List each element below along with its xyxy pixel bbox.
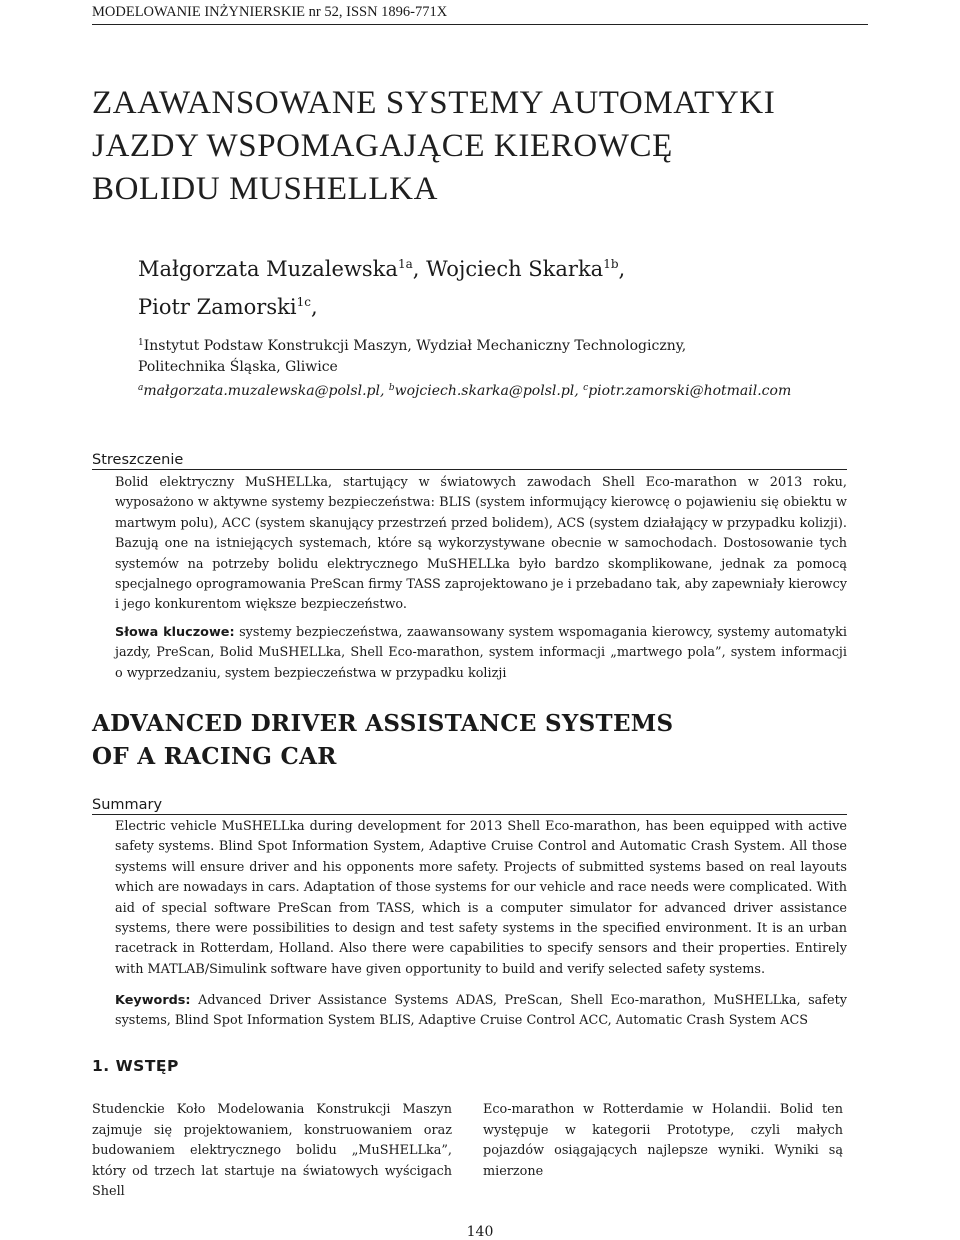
author-name: Małgorzata Muzalewska: [138, 257, 398, 281]
author-sup: 1b: [603, 257, 619, 271]
affiliation: [138, 333, 878, 402]
email-sup: b: [388, 383, 395, 393]
abstract-pl-heading-text: Streszczenie: [92, 452, 184, 468]
keywords-en-label: Keywords:: [115, 993, 191, 1008]
keywords-pl-label: Słowa kluczowe:: [115, 625, 235, 640]
author-name: Wojciech Skarka: [426, 257, 604, 281]
title-line-3: BOLIDU MUSHELLKA: [92, 171, 438, 207]
journal-header: [92, 2, 868, 25]
keywords-pl: [115, 623, 847, 684]
affiliation-line-2: Politechnika Śląska, Gliwice: [138, 359, 338, 375]
keywords-en: [115, 991, 847, 1032]
english-title: [92, 707, 892, 773]
body-column-left: Studenckie Koło Modelowania Konstrukcji Maszyn zajmuje się projektowaniem, konstruowaniem oraz budowaniem elektrycznego bolidu „MuSHELLka”, który od trzech lat startuje na światowych wyścigach Shell: [92, 1102, 452, 1200]
abstract-pl-text: Bolid elektryczny MuSHELLka, startujący w światowych zawodach Shell Eco-marathon w 2013 roku, wyposażono w aktywne systemy bezpieczeństwa: BLIS (system informujący kierowcę o pojawieniu się obiektu w martwym polu), ACC (system skanujący przestrzeń przed bolidem), ACS (system działający w przypadku kolizji). Bazują one na istniejących systemach, które są wykorzystywane obecnie w samochodach. Dostosowanie tych systemów na potrzeby bolidu elektrycznego MuSHELLka było bardzo skomplikowane, jednak za pomocą specjalnego oprogramowania PreScan firmy TASS zaprojektowano je i przebadano tak, aby zapewniały kierowcy i jego konkurentom większe bezpieczeństwo.: [115, 475, 847, 613]
journal-name: MODELOWANIE INŻYNIERSKIE nr 52, ISSN 1896-771X: [92, 4, 448, 20]
title-line-2: JAZDY WSPOMAGAJĄCE KIEROWCĘ: [92, 128, 673, 164]
body-column-right: Eco-marathon w Rotterdamie w Holandii. Bolid ten występuje w kategorii Prototype, czyli małych pojazdów osiągających najlepsze wyniki. Wyniki są mierzone: [483, 1102, 843, 1179]
email-a: małgorzata.muzalewska@polsl.pl,: [143, 383, 385, 399]
summary-heading-text: Summary: [92, 797, 163, 813]
email-sup: a: [138, 383, 144, 393]
email-c: piotr.zamorski@hotmail.com: [588, 383, 792, 399]
page-number: 140: [466, 1224, 494, 1240]
keywords-en-text: Advanced Driver Assistance Systems ADAS, PreScan, Shell Eco-marathon, MuSHELLka, safety systems, Blind Spot Information System BLIS, Adaptive Cruise Control ACC, Automatic Crash System ACS: [115, 993, 847, 1029]
paper-title: [92, 82, 892, 211]
author-sup: 1c: [296, 295, 311, 309]
keywords-pl-text: systemy bezpieczeństwa, zaawansowany system wspomagania kierowcy, systemy automatyki jazdy, PreScan, Bolid MuSHELLka, Shell Eco-marathon, system informacji „martwego pola”, system informacji o wyprzedzaniu, system bezpieczeństwa w przypadku kolizji: [115, 625, 847, 681]
affiliation-line-1: Instytut Podstaw Konstrukcji Maszyn, Wydział Mechaniczny Technologiczny,: [143, 338, 687, 354]
author-list: Małgorzata Muzalewska$^{1a}$, Wojciech Skarka$^{1b}$, Piotr Zamorski$^{1c}$,: [138, 257, 626, 319]
author-emails: [138, 378, 878, 402]
english-title-line-1: ADVANCED DRIVER ASSISTANCE SYSTEMS: [92, 710, 674, 737]
english-title-line-2: OF A RACING CAR: [92, 743, 337, 770]
email-b: wojciech.skarka@polsl.pl,: [394, 383, 579, 399]
abstract-pl-heading: [92, 451, 847, 470]
title-line-1: ZAAWANSOWANE SYSTEMY AUTOMATYKI: [92, 85, 776, 121]
email-sup: c: [583, 383, 589, 393]
summary-heading: [92, 796, 847, 815]
author-sup: 1a: [397, 257, 413, 271]
section-title: 1. WSTĘP: [92, 1057, 179, 1075]
summary-text: Electric vehicle MuSHELLka during development for 2013 Shell Eco-marathon, has been equipped with active safety systems. Blind Spot Information System, Adaptive Cruise Control and Automatic Crash System. All those systems will ensure driver and his opponents more safety. Projects of submitted systems based on real layouts which are nowadays in cars. Adaptation of those systems for our vehicle and race needs were complicated. With aid of special software PreScan from TASS, which is a computer simulator for advanced driver assistance systems, there were possibilities to design and test safety systems in the specified environment. It is an urban racetrack in Rotterdam, Holland. Also there were capabilities to specify sensors and their properties. Entirely with MATLAB/Simulink software have given opportunity to build and verify selected safety systems.: [115, 819, 847, 977]
affiliation-sup: 1: [138, 338, 144, 348]
author-name: Piotr Zamorski: [138, 295, 297, 319]
